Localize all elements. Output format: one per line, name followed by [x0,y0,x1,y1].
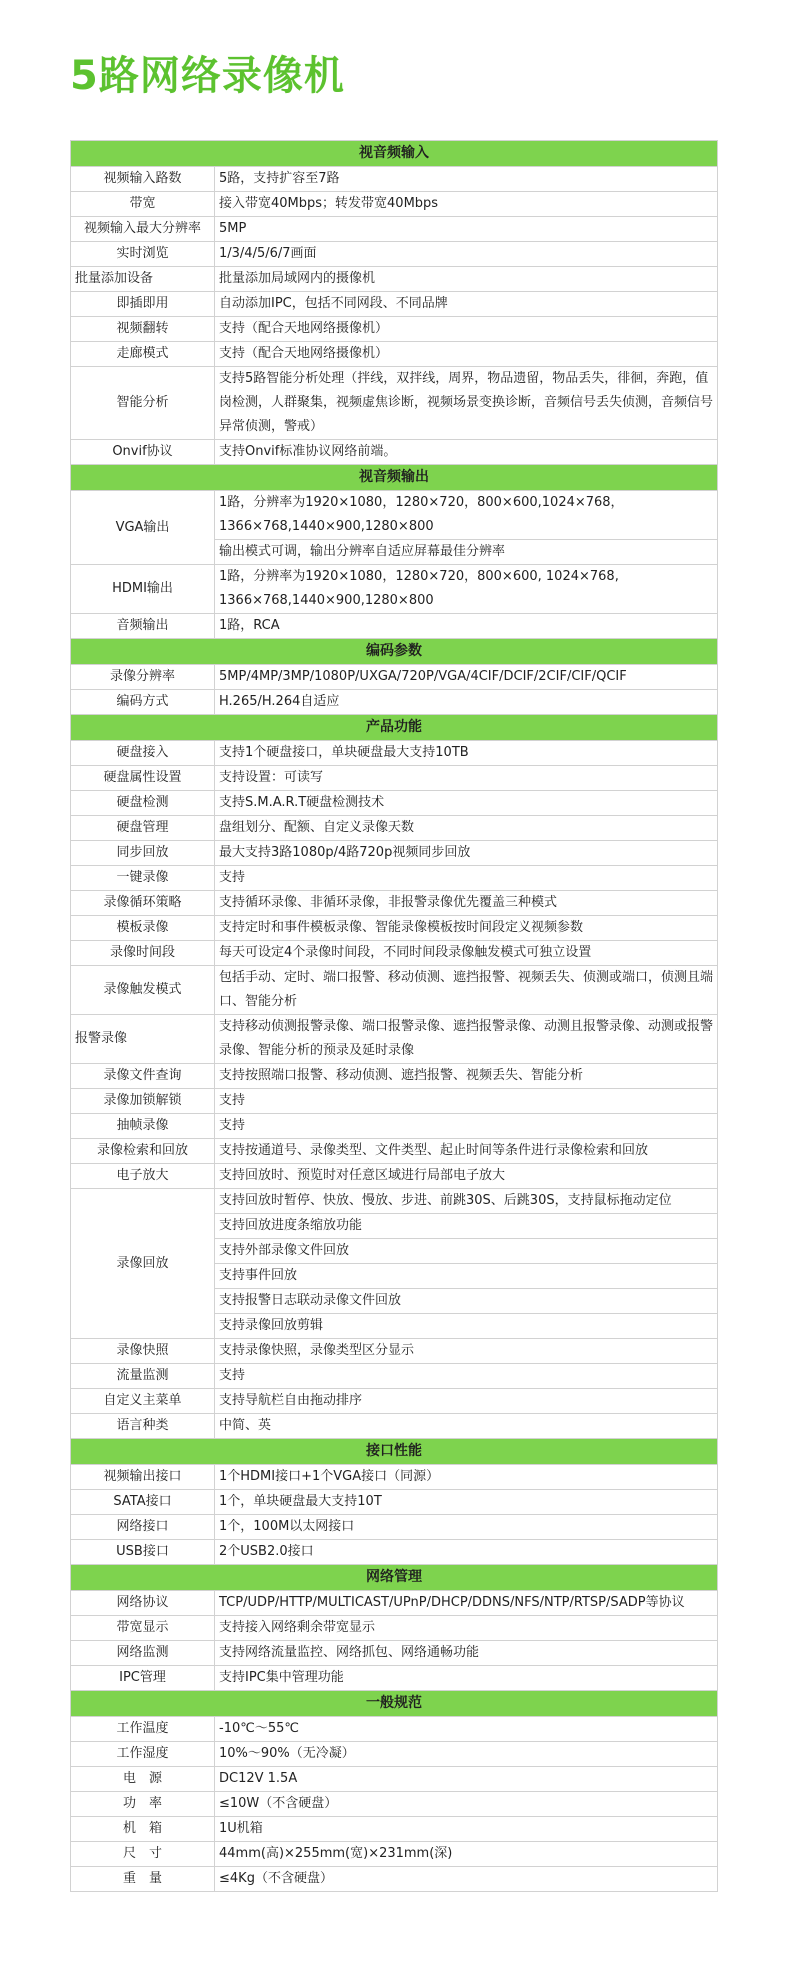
spec-value: 支持 [215,1089,718,1114]
spec-row [71,1114,718,1139]
section-header: 视音频输入 [71,141,718,167]
spec-label: 重 量 [71,1867,215,1892]
spec-label: 音频输出 [71,614,215,639]
spec-value: 支持 [215,1364,718,1389]
spec-label: IPC管理 [71,1666,215,1691]
spec-value: 支持回放时暂停、快放、慢放、步进、前跳30S、后跳30S，支持鼠标拖动定位 [215,1189,718,1214]
spec-value: TCP/UDP/HTTP/MULTICAST/UPnP/DHCP/DDNS/NFS/NTP/RTSP/SADP等协议 [215,1591,718,1616]
spec-table [70,140,718,1892]
spec-label: 录像检索和回放 [71,1139,215,1164]
spec-label: 视频输入最大分辨率 [71,217,215,242]
spec-value: 5MP/4MP/3MP/1080P/UXGA/720P/VGA/4CIF/DCIF/2CIF/CIF/QCIF [215,665,718,690]
spec-label: SATA接口 [71,1490,215,1515]
spec-row [71,1792,718,1817]
spec-label: 自定义主菜单 [71,1389,215,1414]
spec-value: 支持回放进度条缩放功能 [215,1214,718,1239]
spec-row [71,1867,718,1892]
spec-value: 支持5路智能分析处理（拌线，双拌线，周界，物品遗留，物品丢失，徘徊，奔跑，值岗检测，人群聚集，视频虚焦诊断，视频场景变换诊断，音频信号丢失侦测，音频信号异常侦测，警戒） [215,367,718,440]
spec-value: 1/3/4/5/6/7画面 [215,242,718,267]
spec-row [71,491,718,540]
spec-row [71,242,718,267]
spec-row [71,1717,718,1742]
spec-label: 模板录像 [71,916,215,941]
spec-row [71,342,718,367]
spec-label: 视频输出接口 [71,1465,215,1490]
section-header: 一般规范 [71,1691,718,1717]
spec-label: 带宽 [71,192,215,217]
spec-value: 支持录像快照，录像类型区分显示 [215,1339,718,1364]
spec-label: 功 率 [71,1792,215,1817]
spec-value: 1个HDMI接口+1个VGA接口（同源） [215,1465,718,1490]
spec-label: 带宽显示 [71,1616,215,1641]
spec-value: 自动添加IPC，包括不同网段、不同品牌 [215,292,718,317]
spec-value: 支持IPC集中管理功能 [215,1666,718,1691]
spec-label: 录像分辨率 [71,665,215,690]
spec-label: 录像快照 [71,1339,215,1364]
spec-value: ≤10W（不含硬盘） [215,1792,718,1817]
spec-label: 电子放大 [71,1164,215,1189]
spec-value: 支持事件回放 [215,1264,718,1289]
spec-value: DC12V 1.5A [215,1767,718,1792]
spec-row [71,1089,718,1114]
spec-value: 接入带宽40Mbps；转发带宽40Mbps [215,192,718,217]
spec-value: 每天可设定4个录像时间段，不同时间段录像触发模式可独立设置 [215,941,718,966]
spec-label: 录像加锁解锁 [71,1089,215,1114]
spec-value: 盘组划分、配额、自定义录像天数 [215,816,718,841]
spec-row [71,565,718,614]
spec-label: 编码方式 [71,690,215,715]
spec-row [71,1465,718,1490]
spec-value: 1路，RCA [215,614,718,639]
spec-label: VGA输出 [71,491,215,565]
spec-row [71,1490,718,1515]
spec-value: 支持移动侦测报警录像、端口报警录像、遮挡报警录像、动测且报警录像、动测或报警录像、智能分析的预录及延时录像 [215,1015,718,1064]
spec-row [71,1591,718,1616]
spec-value: 支持报警日志联动录像文件回放 [215,1289,718,1314]
spec-value: 1U机箱 [215,1817,718,1842]
spec-value: 1个，单块硬盘最大支持10T [215,1490,718,1515]
spec-label: 走廊模式 [71,342,215,367]
section-header: 产品功能 [71,715,718,741]
section-header: 视音频输出 [71,465,718,491]
spec-row [71,1414,718,1439]
spec-label: 录像触发模式 [71,966,215,1015]
spec-row [71,1164,718,1189]
section-header: 编码参数 [71,639,718,665]
spec-row [71,1064,718,1089]
spec-row [71,766,718,791]
spec-value: 5路，支持扩容至7路 [215,167,718,192]
section-header: 接口性能 [71,1439,718,1465]
spec-label: 一键录像 [71,866,215,891]
spec-value: 支持按通道号、录像类型、文件类型、起止时间等条件进行录像检索和回放 [215,1139,718,1164]
spec-label: USB接口 [71,1540,215,1565]
spec-label: 抽帧录像 [71,1114,215,1139]
spec-value: 支持S.M.A.R.T硬盘检测技术 [215,791,718,816]
spec-label: 工作湿度 [71,1742,215,1767]
spec-label: 网络监测 [71,1641,215,1666]
spec-label: HDMI输出 [71,565,215,614]
spec-row [71,1139,718,1164]
spec-value: -10℃～55℃ [215,1717,718,1742]
spec-row [71,317,718,342]
spec-value: 最大支持3路1080p/4路720p视频同步回放 [215,841,718,866]
section-header-row [71,639,718,665]
spec-row [71,1515,718,1540]
spec-row [71,866,718,891]
spec-value: 支持外部录像文件回放 [215,1239,718,1264]
spec-label: 智能分析 [71,367,215,440]
spec-label: 报警录像 [71,1015,215,1064]
section-header-row [71,1565,718,1591]
spec-value: 批量添加局域网内的摄像机 [215,267,718,292]
spec-label: 同步回放 [71,841,215,866]
spec-label: 硬盘接入 [71,741,215,766]
spec-label: 视频翻转 [71,317,215,342]
spec-value: 支持 [215,866,718,891]
spec-row [71,891,718,916]
spec-label: 语言种类 [71,1414,215,1439]
spec-value: 10%～90%（无冷凝） [215,1742,718,1767]
spec-label: 硬盘属性设置 [71,766,215,791]
spec-row [71,1641,718,1666]
spec-row [71,1015,718,1064]
spec-label: 硬盘管理 [71,816,215,841]
spec-row [71,1389,718,1414]
spec-row [71,1742,718,1767]
spec-row [71,1767,718,1792]
spec-label: 尺 寸 [71,1842,215,1867]
spec-row [71,690,718,715]
spec-value: 支持回放时、预览时对任意区域进行局部电子放大 [215,1164,718,1189]
spec-value: 支持Onvif标准协议网络前端。 [215,440,718,465]
section-header-row [71,1439,718,1465]
spec-value: 支持 [215,1114,718,1139]
spec-value: 支持循环录像、非循环录像，非报警录像优先覆盖三种模式 [215,891,718,916]
section-header-row [71,141,718,167]
spec-label: 机 箱 [71,1817,215,1842]
spec-row [71,217,718,242]
spec-row [71,167,718,192]
spec-row [71,292,718,317]
spec-label: 即插即用 [71,292,215,317]
spec-row [71,791,718,816]
spec-label: 实时浏览 [71,242,215,267]
spec-row [71,440,718,465]
spec-row [71,1364,718,1389]
spec-label: 录像文件查询 [71,1064,215,1089]
spec-value: 支持接入网络剩余带宽显示 [215,1616,718,1641]
spec-row [71,267,718,292]
section-header-row [71,1691,718,1717]
spec-row [71,741,718,766]
spec-value: ≤4Kg（不含硬盘） [215,1867,718,1892]
spec-row [71,614,718,639]
spec-label: 录像循环策略 [71,891,215,916]
section-header-row [71,715,718,741]
spec-value: 输出模式可调，输出分辨率自适应屏幕最佳分辨率 [215,540,718,565]
spec-value: 2个USB2.0接口 [215,1540,718,1565]
spec-row [71,816,718,841]
spec-row [71,941,718,966]
spec-row [71,367,718,440]
spec-label: 网络接口 [71,1515,215,1540]
section-header: 网络管理 [71,1565,718,1591]
spec-label: 流量监测 [71,1364,215,1389]
spec-row [71,192,718,217]
spec-label: 录像时间段 [71,941,215,966]
spec-row [71,1616,718,1641]
spec-row [71,1189,718,1214]
spec-label: 电 源 [71,1767,215,1792]
spec-row [71,841,718,866]
spec-value: 1路，分辨率为1920×1080，1280×720，800×600,1024×768，1366×768,1440×900,1280×800 [215,491,718,540]
spec-value: H.265/H.264自适应 [215,690,718,715]
spec-value: 支持设置：可读写 [215,766,718,791]
page-title: 5路网络录像机 [70,53,345,99]
spec-row [71,665,718,690]
spec-value: 支持导航栏自由拖动排序 [215,1389,718,1414]
spec-label: Onvif协议 [71,440,215,465]
spec-row [71,1666,718,1691]
spec-value: 支持1个硬盘接口，单块硬盘最大支持10TB [215,741,718,766]
spec-row [71,1339,718,1364]
spec-value: 支持网络流量监控、网络抓包、网络通畅功能 [215,1641,718,1666]
spec-value: 1个，100M以太网接口 [215,1515,718,1540]
spec-label: 批量添加设备 [71,267,215,292]
spec-row [71,1540,718,1565]
spec-label: 网络协议 [71,1591,215,1616]
section-header-row [71,465,718,491]
spec-row [71,1817,718,1842]
spec-value: 1路，分辨率为1920×1080，1280×720，800×600, 1024×768, 1366×768,1440×900,1280×800 [215,565,718,614]
spec-row [71,966,718,1015]
spec-value: 5MP [215,217,718,242]
spec-value: 支持按照端口报警、移动侦测、遮挡报警、视频丢失、智能分析 [215,1064,718,1089]
spec-value: 中简、英 [215,1414,718,1439]
spec-row [71,916,718,941]
spec-label: 工作温度 [71,1717,215,1742]
spec-label: 硬盘检测 [71,791,215,816]
spec-value: 支持（配合天地网络摄像机） [215,317,718,342]
spec-value: 支持定时和事件模板录像、智能录像模板按时间段定义视频参数 [215,916,718,941]
spec-row [71,1842,718,1867]
spec-label: 视频输入路数 [71,167,215,192]
spec-value: 包括手动、定时、端口报警、移动侦测、遮挡报警、视频丢失、侦测或端口，侦测且端口、智能分析 [215,966,718,1015]
spec-value: 支持（配合天地网络摄像机） [215,342,718,367]
spec-label: 录像回放 [71,1189,215,1339]
spec-value: 支持录像回放剪辑 [215,1314,718,1339]
spec-value: 44mm(高)×255mm(宽)×231mm(深) [215,1842,718,1867]
